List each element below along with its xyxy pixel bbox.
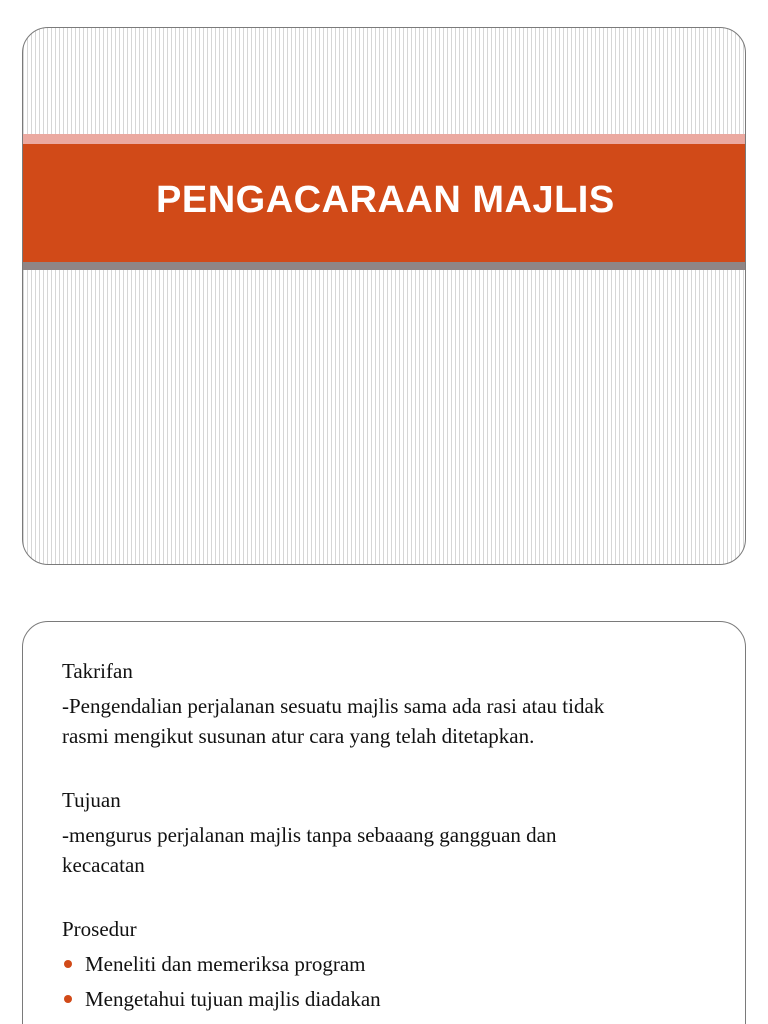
content-slide (22, 621, 746, 1024)
slide-title: PENGACARAAN MAJLIS (156, 179, 615, 221)
tujuan-heading: Tujuan (62, 788, 121, 812)
bullet-dot-icon (64, 995, 72, 1003)
spacer (62, 880, 712, 914)
list-item (62, 949, 712, 979)
prosedur-heading: Prosedur (62, 917, 137, 941)
list-item-text: Meneliti dan memeriksa program (85, 952, 366, 976)
tujuan-text-line-1: -mengurus perjalanan majlis tanpa sebaaang gangguan dan (62, 823, 557, 847)
takrifan-text-line-2: rasmi mengikut susunan atur cara yang telah ditetapkan. (62, 724, 535, 748)
list-item-text: Mengetahui tujuan majlis diadakan (85, 987, 381, 1011)
title-slide (22, 27, 746, 565)
spacer (62, 751, 712, 785)
list-item (62, 984, 712, 1014)
takrifan-text-line-1: -Pengendalian perjalanan sesuatu majlis sama ada rasi atau tidak (62, 694, 605, 718)
tujuan-text-line-2: kecacatan (62, 853, 145, 877)
takrifan-heading: Takrifan (62, 659, 133, 683)
bullet-dot-icon (64, 960, 72, 968)
pink-accent-strip (23, 134, 745, 144)
prosedur-list (62, 949, 712, 1014)
slide-content (62, 656, 712, 1019)
grey-accent-strip (23, 262, 745, 270)
